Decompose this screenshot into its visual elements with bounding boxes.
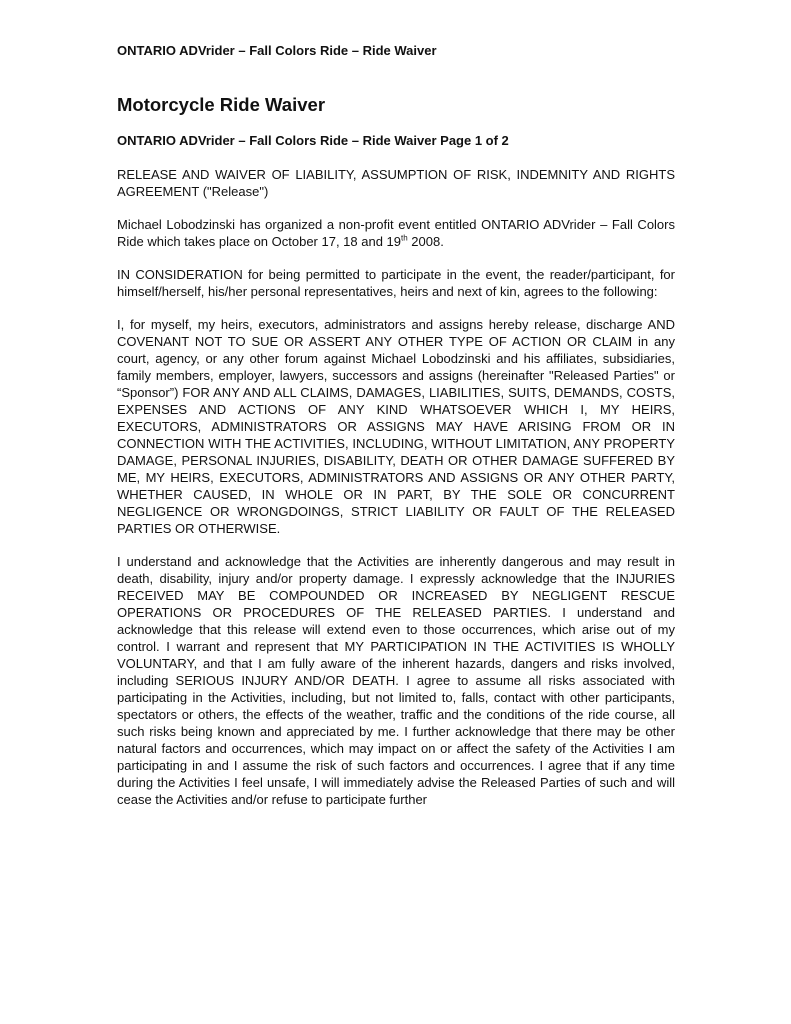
- organizer-text: Michael Lobodzinski has organized a non-profit event entitled ONTARIO ADVrider – Fall Colors Ride which takes place on October 17, 18 and 19: [117, 217, 675, 249]
- release-heading-paragraph: RELEASE AND WAIVER OF LIABILITY, ASSUMPTION OF RISK, INDEMNITY AND RIGHTS AGREEMENT ("Release"): [117, 167, 675, 199]
- organizer-paragraph: [117, 216, 675, 250]
- consideration-paragraph: IN CONSIDERATION for being permitted to participate in the event, the reader/participant, for himself/herself, his/her personal representatives, heirs and next of kin, agrees to the following:: [117, 267, 675, 299]
- acknowledgement-paragraph: I understand and acknowledge that the Activities are inherently dangerous and may result in death, disability, injury and/or property damage. I expressly acknowledge that the INJURIES RECEIVED MAY BE COMPOUNDED OR INCREASED BY NEGLIGENT RESCUE OPERATIONS OR PROCEDURES OF THE RELEASED PARTIES. I understand and acknowledge that this release will extend even to those occurrences, which arise out of my control. I warrant and represent that MY PARTICIPATION IN THE ACTIVITIES IS WHOLLY VOLUNTARY, and that I am fully aware of the inherent hazards, dangers and risks involved, including SERIOUS INJURY AND/OR DEATH. I agree to assume all risks associated with participating in the Activities, including, but not limited to, falls, contact with other participants, spectators or others, the effects of the weather, traffic and the conditions of the ride course, all such risks being known and appreciated by me. I further acknowledge that there may be other natural factors and occurrences, which may impact on or affect the safety of the Activities I am participating in and I assume the risk of such factors and occurrences. I agree that if any time during the Activities I feel unsafe, I will immediately advise the Released Parties of such and will cease the Activities and/or refuse to participate further: [117, 554, 675, 807]
- document-title: Motorcycle Ride Waiver: [117, 94, 326, 115]
- ordinal-suffix: th: [401, 233, 408, 243]
- running-header: ONTARIO ADVrider – Fall Colors Ride – Ride Waiver: [117, 43, 437, 58]
- document-page: [117, 42, 675, 808]
- page-subheading: ONTARIO ADVrider – Fall Colors Ride – Ride Waiver Page 1 of 2: [117, 133, 509, 148]
- release-paragraph: I, for myself, my heirs, executors, administrators and assigns hereby release, discharge AND COVENANT NOT TO SUE OR ASSERT ANY OTHER TYPE OF ACTION OR CLAIM in any court, agency, or any other forum against Michael Lobodzinski and his affiliates, subsidiaries, family members, employer, lawyers, successors and assigns (hereinafter "Released Parties" or “Sponsor”) FOR ANY AND ALL CLAIMS, DAMAGES, LIABILITIES, SUITS, DEMANDS, COSTS, EXPENSES AND ACTIONS OF ANY KIND WHATSOEVER WHICH I, MY HEIRS, EXECUTORS, ADMINISTRATORS OR ASSIGNS MAY HAVE ARISING FROM OR IN CONNECTION WITH THE ACTIVITIES, INCLUDING, WITHOUT LIMITATION, ANY PROPERTY DAMAGE, PERSONAL INJURIES, DISABILITY, DEATH OR OTHER DAMAGE SUFFERED BY ME, MY HEIRS, EXECUTORS, ADMINISTRATORS AND ASSIGNS OR ANY OTHER PARTY, WHETHER CAUSED, IN WHOLE OR IN PART, BY THE SOLE OR CONCURRENT NEGLIGENCE OR WRONGDOINGS, STRICT LIABILITY OR FAULT OF THE RELEASED PARTIES OR OTHERWISE.: [117, 317, 675, 536]
- organizer-text-end: 2008.: [407, 234, 444, 249]
